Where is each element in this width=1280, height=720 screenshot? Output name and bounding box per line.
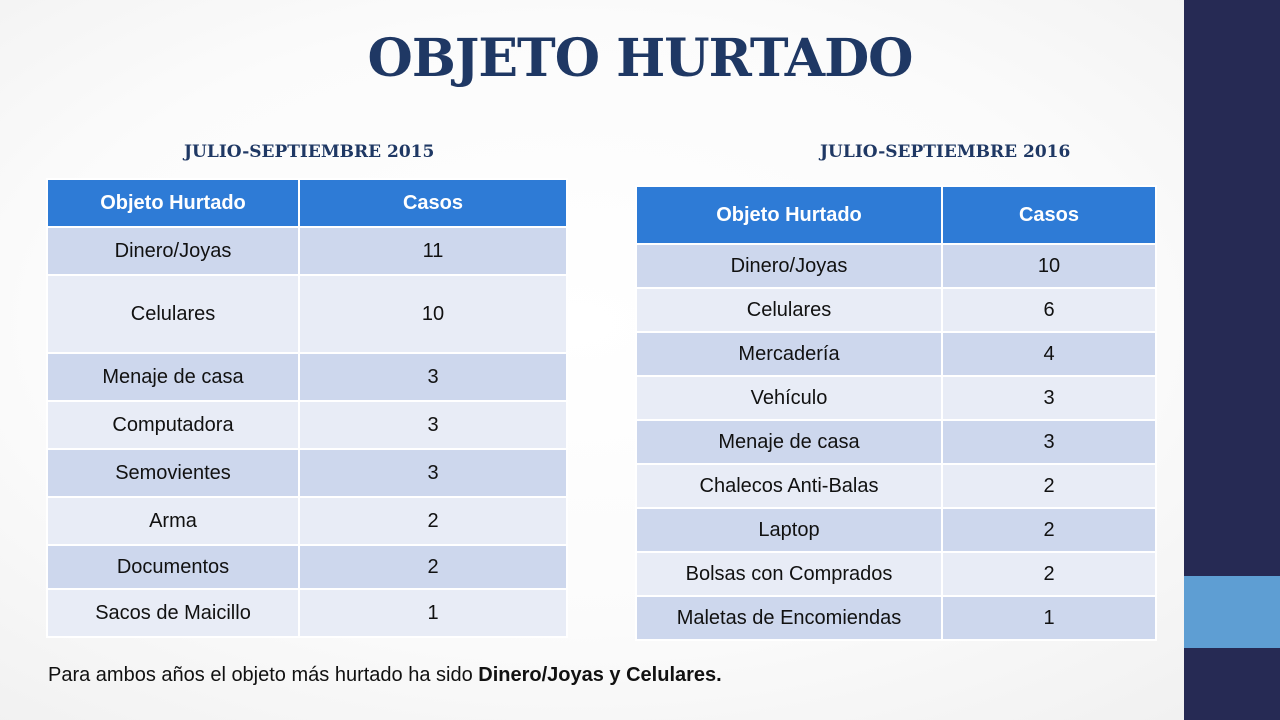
table-row [636,552,1156,596]
table-header-row [636,186,1156,244]
table-row [636,332,1156,376]
cell-casos: 2 [942,508,1156,552]
cell-casos: 3 [299,449,567,497]
cell-objeto: Mercadería [636,332,942,376]
table-row [636,244,1156,288]
cell-objeto: Bolsas con Comprados [636,552,942,596]
table-row [636,464,1156,508]
cell-objeto: Maletas de Encomiendas [636,596,942,640]
cell-casos: 1 [299,589,567,637]
table-row [47,401,567,449]
header-casos: Casos [299,179,567,227]
cell-casos: 3 [942,376,1156,420]
cell-casos: 2 [942,552,1156,596]
cell-objeto: Menaje de casa [636,420,942,464]
cell-casos: 2 [299,545,567,589]
table-row [636,420,1156,464]
table-row [47,545,567,589]
cell-objeto: Sacos de Maicillo [47,589,299,637]
caption-2015: JULIO-SEPTIEMBRE 2015 [184,142,435,162]
cell-objeto: Celulares [47,275,299,353]
caption-2016: JULIO-SEPTIEMBRE 2016 [820,142,1071,162]
cell-objeto: Arma [47,497,299,545]
cell-casos: 2 [299,497,567,545]
cell-objeto: Celulares [636,288,942,332]
cell-casos: 10 [299,275,567,353]
page-title: OBJETO HURTADO [367,28,913,89]
cell-casos: 4 [942,332,1156,376]
sidebar-accent-block [1184,576,1280,648]
header-casos: Casos [942,186,1156,244]
cell-objeto: Dinero/Joyas [636,244,942,288]
table-row [47,275,567,353]
cell-objeto: Documentos [47,545,299,589]
table-2015 [46,178,568,638]
table-row [636,508,1156,552]
conclusion-note [48,664,722,687]
table-row [636,596,1156,640]
cell-casos: 3 [942,420,1156,464]
cell-objeto: Semovientes [47,449,299,497]
cell-casos: 3 [299,353,567,401]
cell-casos: 6 [942,288,1156,332]
cell-casos: 3 [299,401,567,449]
cell-objeto: Dinero/Joyas [47,227,299,275]
cell-casos: 11 [299,227,567,275]
conclusion-emphasis: Dinero/Joyas y Celulares. [478,664,722,686]
conclusion-text: Para ambos años el objeto más hurtado ha sido [48,664,479,686]
table-2016 [635,185,1157,641]
table-header-row [47,179,567,227]
header-objeto: Objeto Hurtado [636,186,942,244]
header-objeto: Objeto Hurtado [47,179,299,227]
cell-objeto: Laptop [636,508,942,552]
cell-casos: 2 [942,464,1156,508]
cell-casos: 10 [942,244,1156,288]
table-row [47,449,567,497]
cell-objeto: Vehículo [636,376,942,420]
table-row [47,353,567,401]
cell-objeto: Menaje de casa [47,353,299,401]
table-row [636,288,1156,332]
cell-objeto: Chalecos Anti-Balas [636,464,942,508]
cell-casos: 1 [942,596,1156,640]
table-row [47,227,567,275]
table-row [47,497,567,545]
table-row [47,589,567,637]
cell-objeto: Computadora [47,401,299,449]
table-row [636,376,1156,420]
